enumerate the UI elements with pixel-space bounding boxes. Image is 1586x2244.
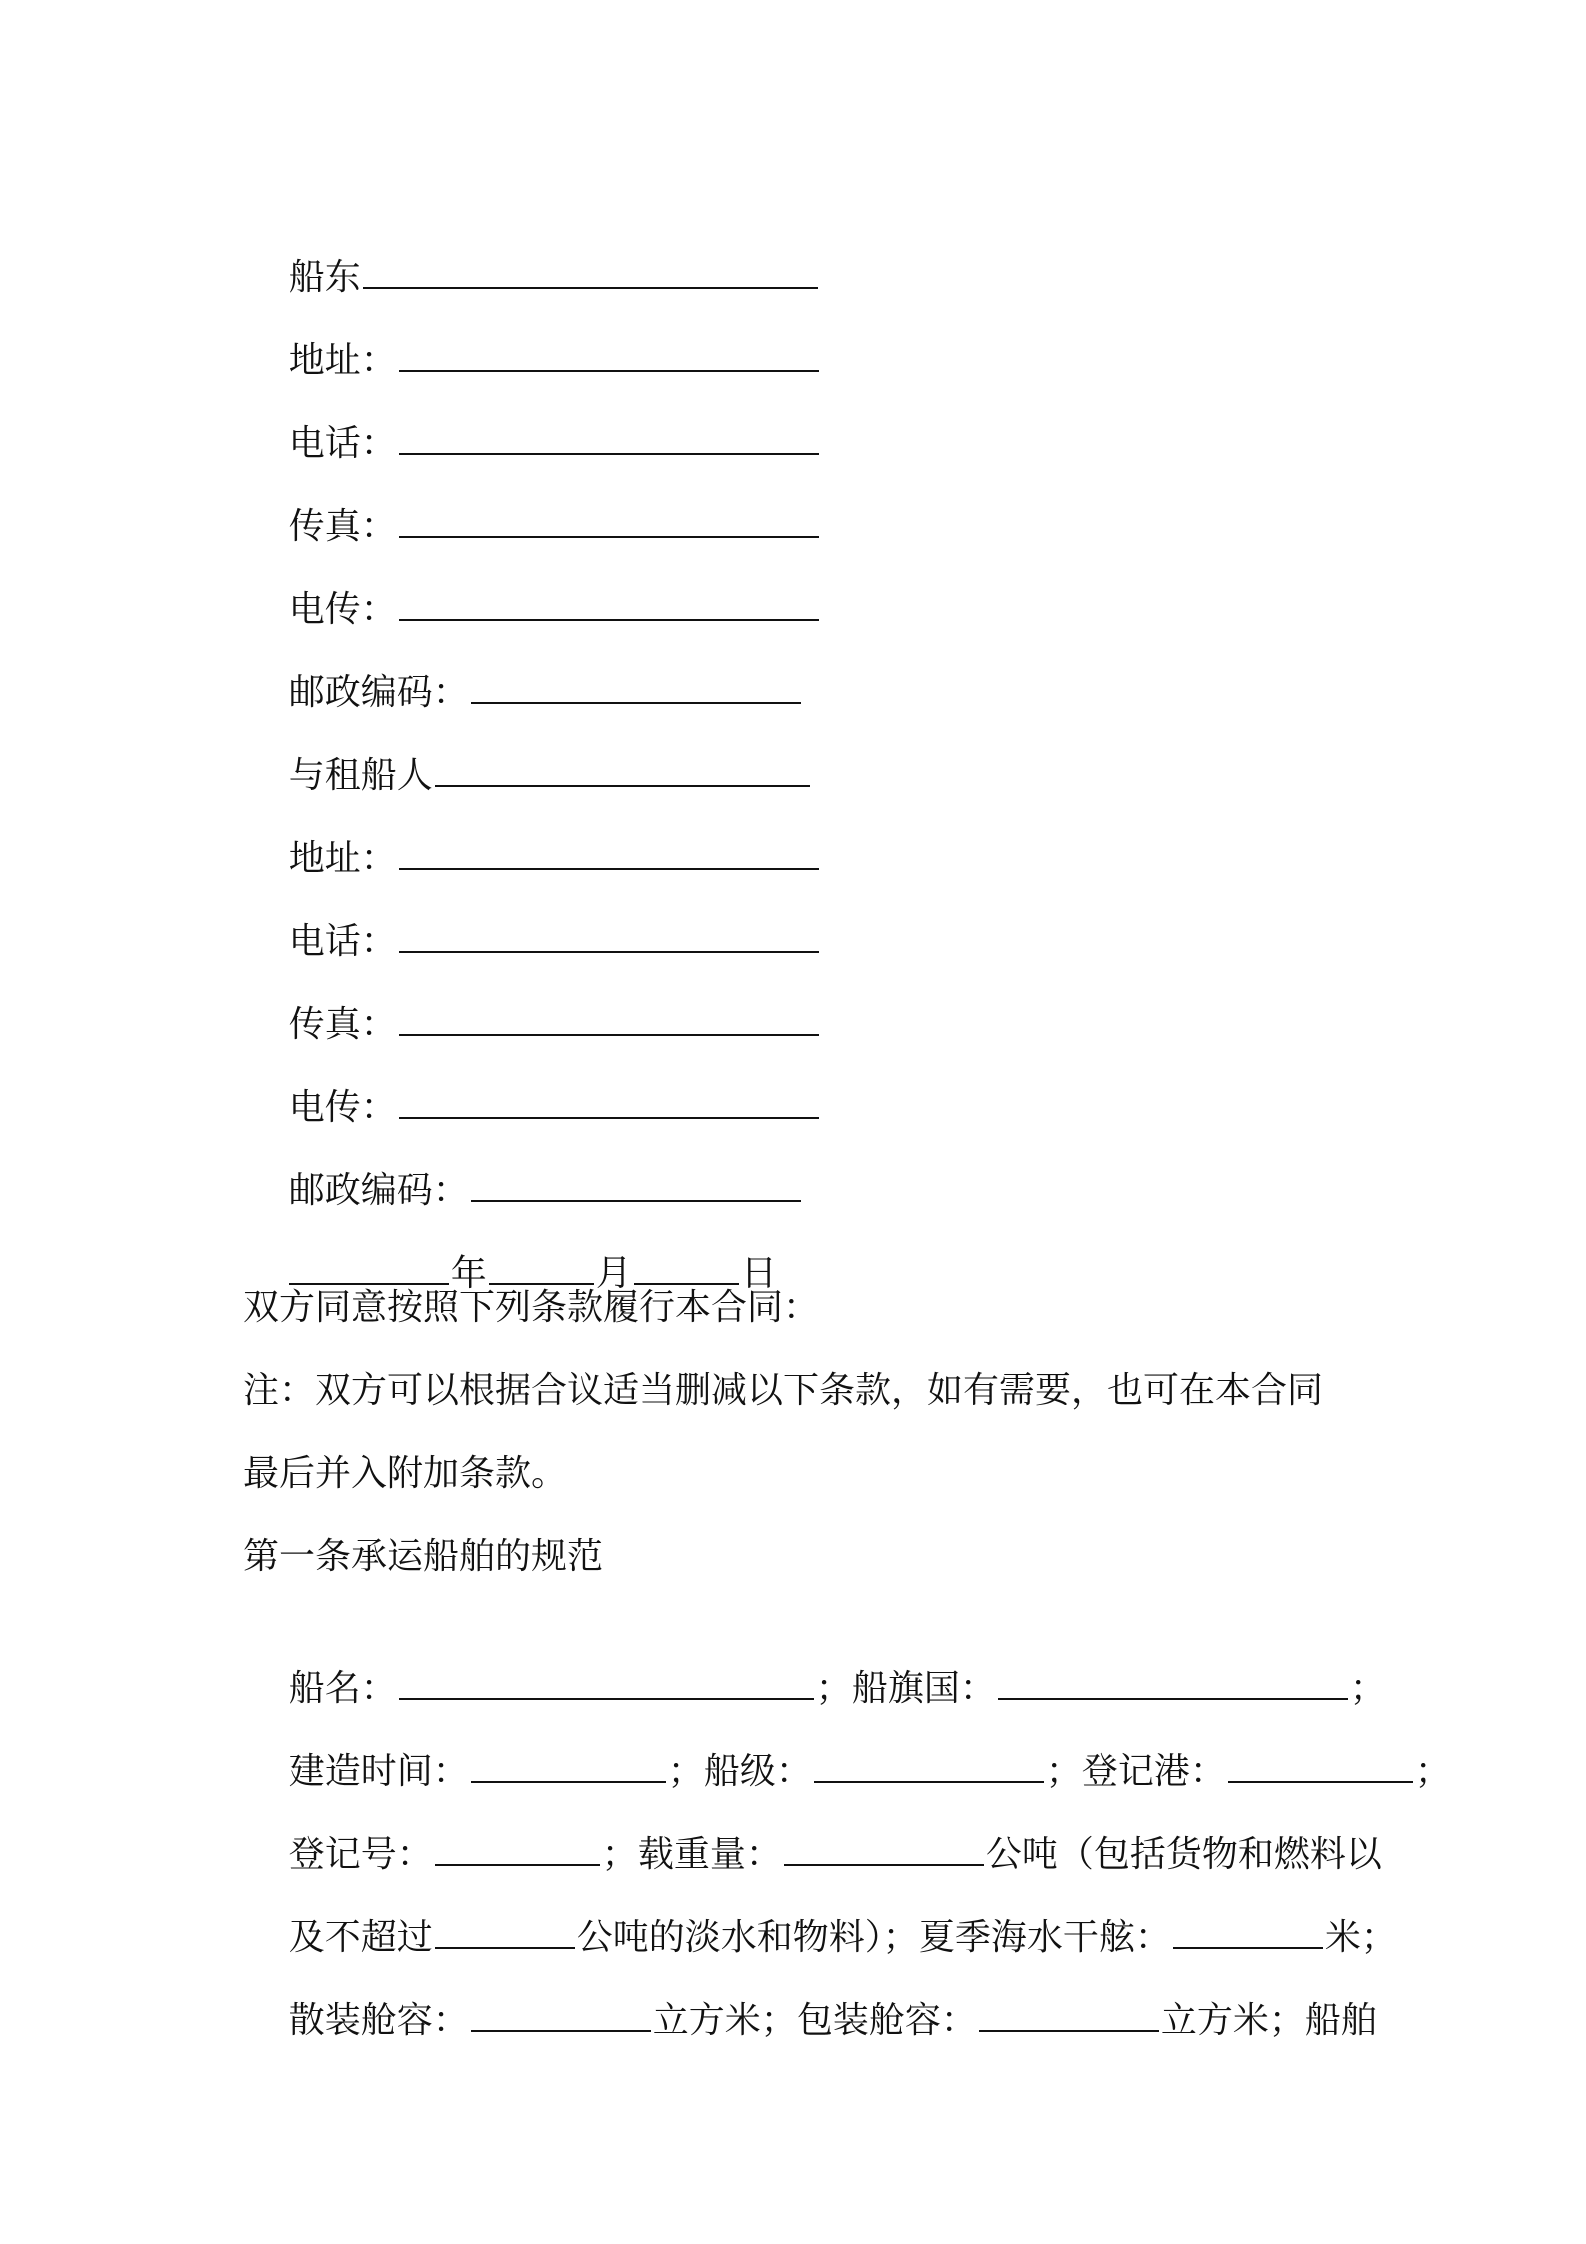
separator: ； [601, 1834, 638, 1875]
owner-label: 船东 [288, 257, 361, 298]
water-blank [435, 1913, 575, 1949]
ship-name-blank [399, 1664, 814, 1700]
year-blank [289, 1249, 449, 1285]
charterer-telex-blank [399, 1083, 819, 1119]
draft-unit: 米； [1324, 1917, 1397, 1958]
draft-label: 夏季海水干舷： [918, 1917, 1171, 1958]
note-line-1: 注：双方可以根据合议适当删减以下条款，如有需要，也可在本合同 [243, 1370, 1324, 1411]
charterer-phone-blank [399, 917, 819, 953]
port-blank [1228, 1747, 1413, 1783]
owner-address-blank [399, 336, 819, 372]
class-label: 船级： [703, 1751, 812, 1792]
port-label: 登记港： [1081, 1751, 1226, 1792]
separator: ； [1414, 1751, 1451, 1792]
bulk-blank [471, 1996, 651, 2032]
reg-no-label: 登记号： [288, 1834, 433, 1875]
reg-no-blank [435, 1830, 600, 1866]
dwt-line2-prefix: 及不超过 [288, 1917, 433, 1958]
year-label: 年 [450, 1253, 487, 1294]
charterer-blank [435, 751, 810, 787]
bulk-label: 散装舱容： [288, 2000, 469, 2041]
dwt-unit-text: 公吨（包括货物和燃料以 [985, 1834, 1382, 1875]
owner-postcode-label: 邮政编码： [288, 672, 469, 713]
day-label: 日 [740, 1253, 777, 1294]
flag-label: 船旗国： [851, 1668, 996, 1709]
charterer-label: 与租船人 [288, 755, 433, 796]
charterer-address-blank [399, 834, 819, 870]
charterer-telex-label: 电传： [288, 1087, 397, 1128]
class-blank [814, 1747, 1044, 1783]
owner-phone-label: 电话： [288, 423, 397, 464]
separator: ； [1349, 1668, 1386, 1709]
owner-telex-blank [399, 585, 819, 621]
flag-blank [998, 1664, 1348, 1700]
owner-address-label: 地址： [288, 340, 397, 381]
charterer-address-label: 地址： [288, 838, 397, 879]
day-blank [634, 1249, 739, 1285]
owner-blank [363, 253, 818, 289]
charterer-fax-label: 传真： [288, 1004, 397, 1045]
owner-postcode-blank [471, 668, 801, 704]
charterer-phone-label: 电话： [288, 921, 397, 962]
dwt-blank [784, 1830, 984, 1866]
article-1-title: 第一条承运船舶的规范 [243, 1536, 604, 1577]
charterer-postcode-label: 邮政编码： [288, 1170, 469, 1211]
bulk-unit: 立方米； [652, 2000, 797, 2041]
charterer-postcode-blank [471, 1166, 801, 1202]
charterer-fax-blank [399, 1000, 819, 1036]
build-time-blank [471, 1747, 666, 1783]
owner-fax-blank [399, 502, 819, 538]
build-time-label: 建造时间： [288, 1751, 469, 1792]
owner-fax-label: 传真： [288, 506, 397, 547]
bale-label: 包装舱容： [796, 2000, 977, 2041]
separator: ； [815, 1668, 852, 1709]
agreement-text: 双方同意按照下列条款履行本合同： [243, 1287, 820, 1328]
bale-unit: 立方米； [1160, 2000, 1305, 2041]
ship-name-label: 船名： [288, 1668, 397, 1709]
bale-blank [979, 1996, 1159, 2032]
dwt-label: 载重量： [637, 1834, 782, 1875]
owner-phone-blank [399, 419, 819, 455]
tail-text: 船舶 [1304, 2000, 1377, 2041]
month-label: 月 [595, 1253, 632, 1294]
dwt-line2-suffix: 公吨的淡水和物料）； [576, 1917, 919, 1958]
separator: ； [1045, 1751, 1082, 1792]
separator: ； [667, 1751, 704, 1792]
note-line-2: 最后并入附加条款。 [243, 1453, 568, 1494]
draft-blank [1173, 1913, 1323, 1949]
month-blank [489, 1249, 594, 1285]
capacity-line [243, 1948, 1377, 2093]
owner-telex-label: 电传： [288, 589, 397, 630]
